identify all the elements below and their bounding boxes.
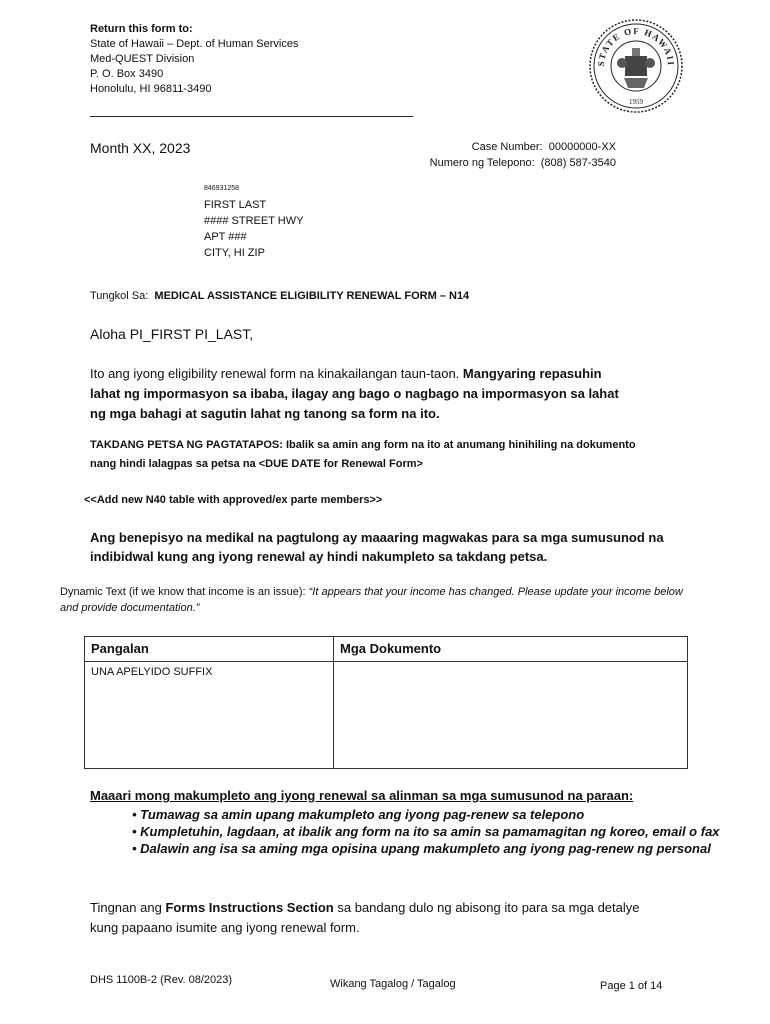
table-cell-name: UNA APELYIDO SUFFIX (85, 662, 334, 769)
recipient-line: APT ### (204, 231, 247, 243)
case-number-label: Case Number: (471, 141, 543, 153)
recipient-line: #### STREET HWY (204, 215, 304, 227)
footer-form-id: DHS 1100B-2 (Rev. 08/2023) (90, 974, 233, 986)
recipient-line: CITY, HI ZIP (204, 247, 265, 259)
intro-paragraph (90, 364, 635, 424)
footer-language: Wikang Tagalog / Tagalog (330, 978, 456, 990)
option-text: Tumawag sa amin upang makumpleto ang iyong pag-renew sa telepono (140, 807, 585, 822)
return-line: State of Hawaii – Dept. of Human Services (90, 38, 299, 50)
case-number-value: 00000000-XX (548, 141, 616, 153)
return-line: P. O. Box 3490 (90, 68, 164, 80)
subject-line (90, 290, 469, 302)
return-heading: Return this form to: (90, 23, 193, 35)
list-item: • Tumawag sa amin upang makumpleto ang iyong pag-renew sa telepono (132, 807, 585, 822)
return-address (90, 22, 298, 97)
return-line: Med-QUEST Division (90, 53, 195, 65)
recipient-line: FIRST LAST (204, 199, 267, 211)
barcode-id: 846931258 (204, 185, 240, 192)
instructions-paragraph (90, 898, 660, 938)
return-line: Honolulu, HI 96811-3490 (90, 83, 212, 95)
address-divider (90, 116, 413, 117)
greeting: Aloha PI_FIRST PI_LAST, (90, 326, 254, 342)
column-header-name: Pangalan (85, 637, 334, 662)
list-item: • Kumpletuhin, lagdaan, at ibalik ang form na ito sa amin sa pamamagitan ng koreo, email o fax (132, 824, 720, 839)
column-header-documents: Mga Dokumento (334, 637, 688, 662)
dynamic-text-quote: “It appears that your income has changed. Please update your income below and provide documentation.” (60, 586, 683, 614)
phone-value: (808) 587-3540 (540, 157, 616, 169)
subject-label: Tungkol Sa: (90, 290, 149, 302)
dynamic-text-label: Dynamic Text (if we know that income is an issue): (60, 586, 306, 598)
seal-year: 1959 (629, 98, 643, 106)
placeholder-table-note: <<Add new N40 table with approved/ex parte members>> (84, 494, 383, 506)
documents-table (84, 636, 688, 769)
recipient-block (204, 184, 303, 261)
letter-date: Month XX, 2023 (90, 140, 191, 156)
instructions-after: sa bandang dulo ng abisong ito para sa mga detalye kung papaano isumite ang iyong renewal form. (90, 900, 640, 935)
deadline-notice: TAKDANG PETSA NG PAGTATAPOS: Ibalik sa amin ang form na ito at anumang hinihiling na dokumento nang hindi lalagpas sa petsa na <DUE DATE for Renewal Form> (90, 439, 636, 470)
table-cell-documents (334, 662, 688, 769)
option-text: Kumpletuhin, lagdaan, at ibalik ang form na ito sa amin sa pamamagitan ng koreo, email o fax (140, 824, 720, 839)
options-heading: Maaari mong makumpleto ang iyong renewal sa alinman sa mga sumusunod na paraan: (90, 788, 634, 803)
subject-value: MEDICAL ASSISTANCE ELIGIBILITY RENEWAL FORM – N14 (154, 290, 470, 302)
dynamic-text (60, 584, 700, 616)
seal-top-text: STATE OF HAWAII (595, 25, 677, 67)
table-header-row (85, 637, 688, 662)
state-seal (588, 18, 684, 114)
intro-normal: Ito ang iyong eligibility renewal form na kinakailangan taun-taon. (90, 366, 460, 381)
instructions-bold: Forms Instructions Section (165, 900, 334, 915)
instructions-before: Tingnan ang (90, 900, 162, 915)
table-row (85, 662, 688, 769)
footer-page: Page 1 of 14 (600, 980, 663, 992)
options-list (132, 806, 742, 857)
phone-line (410, 156, 616, 171)
benefit-warning: Ang benepisyo na medikal na pagtulong ay maaaring magwakas para sa mga sumusunod na indibidwal kung ang iyong renewal ay hindi nakumpleto sa takdang petsa. (90, 530, 664, 564)
intro-bold: Mangyaring repasuhin lahat ng impormasyon sa ibaba, ilagay ang bago o nagbago na impormasyon sa lahat ng mga bahagi at sagutin lahat ng tanong sa form na ito. (90, 366, 619, 421)
case-number-line (420, 140, 616, 155)
list-item: • Dalawin ang isa sa aming mga opisina upang makumpleto ang iyong pag-renew ng personal (132, 841, 711, 856)
option-text: Dalawin ang isa sa aming mga opisina upang makumpleto ang iyong pag-renew ng personal (140, 841, 711, 856)
phone-label: Numero ng Telepono: (429, 157, 535, 169)
